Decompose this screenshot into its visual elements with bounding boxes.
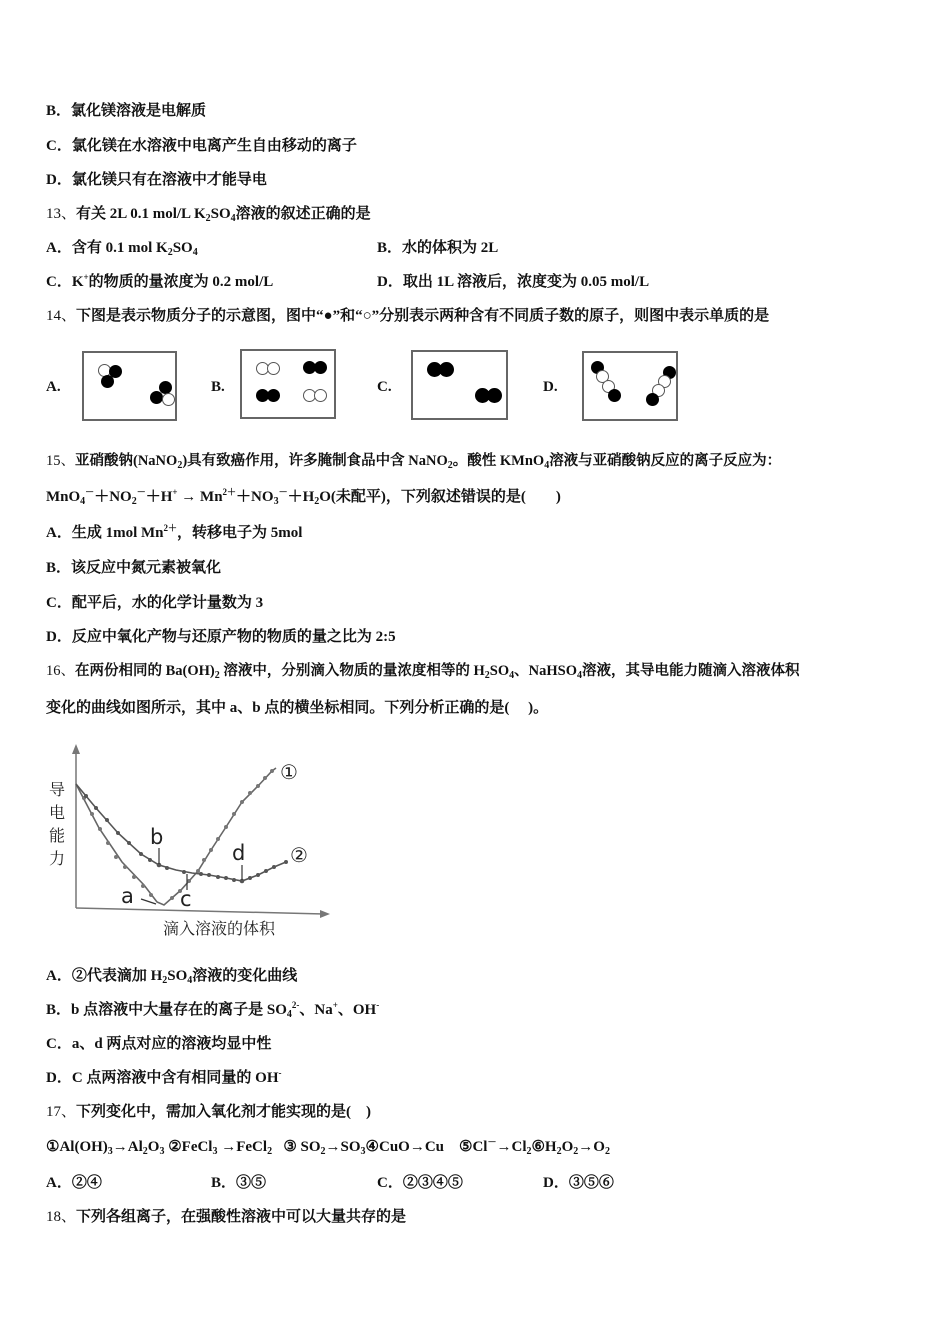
reaction-text: ⑥H bbox=[531, 1139, 557, 1155]
q15-option-b bbox=[46, 558, 221, 578]
subscript: 2 bbox=[526, 1146, 532, 1157]
y-axis-label-char: 导 bbox=[49, 780, 66, 799]
q17-option-b bbox=[211, 1173, 266, 1193]
subscript: 4 bbox=[576, 670, 582, 681]
superscript: - bbox=[278, 1068, 282, 1078]
superscript: － bbox=[136, 487, 146, 497]
subscript: 3 bbox=[360, 1146, 366, 1157]
q15-stem-line1 bbox=[46, 451, 781, 471]
stem-text: 溶液的叙述正确的是 bbox=[235, 206, 371, 222]
reaction-text: O bbox=[147, 1139, 160, 1155]
equation-text: → Mn bbox=[177, 489, 223, 505]
y-axis-label-char: 能 bbox=[49, 826, 66, 845]
option-label: D． bbox=[377, 274, 403, 290]
question-number: 15、 bbox=[46, 453, 75, 469]
q14-option-c-label: C. bbox=[377, 379, 392, 395]
conductivity-chart bbox=[46, 740, 336, 945]
black-atom-icon bbox=[439, 362, 454, 377]
molecule-diagram-c bbox=[411, 350, 508, 420]
q13-option-b bbox=[377, 238, 498, 258]
option-text: ②④ bbox=[71, 1175, 102, 1191]
subscript: 2 bbox=[604, 1146, 610, 1157]
molecule-diagram-a bbox=[82, 351, 177, 421]
subscript: 2 bbox=[205, 213, 211, 224]
subscript: 2 bbox=[177, 460, 183, 471]
stem-text: )具有致癌作用，许多腌制食品中含 NaNO bbox=[182, 453, 448, 469]
subscript: 2 bbox=[162, 975, 168, 986]
white-atom-icon bbox=[267, 362, 280, 375]
x-axis-label: 滴入溶液的体积 bbox=[163, 919, 276, 938]
reaction-text: O bbox=[561, 1139, 574, 1155]
black-atom-icon bbox=[487, 388, 502, 403]
option-label: A． bbox=[46, 240, 72, 256]
q14-stem bbox=[46, 306, 769, 326]
q15-option-d bbox=[46, 627, 396, 647]
reaction-6 bbox=[531, 1139, 609, 1155]
superscript: 2＋ bbox=[222, 487, 237, 497]
q12-option-b bbox=[46, 101, 206, 121]
option-label: C． bbox=[46, 274, 72, 290]
subscript: 3 bbox=[212, 1146, 218, 1157]
option-text: SO bbox=[172, 240, 193, 256]
equation-text: MnO bbox=[46, 489, 81, 505]
x-axis bbox=[76, 908, 324, 914]
option-text: a、d 两点对应的溶液均显中性 bbox=[71, 1036, 272, 1052]
molecule-diagram-b bbox=[240, 349, 336, 419]
stem-text: 下列变化中，需加入氧化剂才能实现的是( ) bbox=[76, 1104, 372, 1120]
black-atom-icon bbox=[150, 391, 163, 404]
subscript: 4 bbox=[192, 247, 198, 258]
q16-option-c bbox=[46, 1034, 271, 1054]
q13-stem bbox=[46, 204, 371, 224]
subscript: 4 bbox=[286, 1009, 292, 1020]
option-label: D． bbox=[46, 172, 72, 188]
equation-text: ＋H bbox=[287, 489, 315, 505]
subscript: 2 bbox=[267, 1146, 273, 1157]
subscript: 3 bbox=[273, 496, 279, 507]
q16-stem-line2: 变化的曲线如图所示，其中 a、b 点的横坐标相同。下列分析正确的是( )。 bbox=[46, 700, 549, 716]
option-label: B． bbox=[377, 240, 403, 256]
subscript: 2 bbox=[131, 496, 137, 507]
superscript: － bbox=[487, 1137, 497, 1147]
reaction-text: →FeCl bbox=[217, 1139, 268, 1155]
option-text: 氯化镁只有在溶液中才能导电 bbox=[71, 172, 267, 188]
q17-option-a bbox=[46, 1173, 102, 1193]
option-text: ③⑤⑥ bbox=[568, 1175, 614, 1191]
question-number: 16、 bbox=[46, 663, 75, 679]
equation-text: ＋H bbox=[145, 489, 173, 505]
option-text: 、Na bbox=[299, 1002, 333, 1018]
y-axis-arrow-icon bbox=[72, 744, 80, 754]
black-atom-icon bbox=[267, 389, 280, 402]
option-text: 取出 1L 溶液后，浓度变为 0.05 mol/L bbox=[402, 274, 650, 290]
option-label: D． bbox=[46, 1070, 72, 1086]
option-text: b 点溶液中大量存在的离子是 SO bbox=[71, 1002, 287, 1018]
black-atom-icon bbox=[646, 393, 659, 406]
superscript: 2- bbox=[291, 1000, 300, 1010]
option-text: 该反应中氮元素被氧化 bbox=[71, 560, 222, 576]
curve-2 bbox=[76, 784, 286, 881]
option-label: B． bbox=[211, 1175, 237, 1191]
white-atom-icon bbox=[162, 393, 175, 406]
q13-option-a bbox=[46, 238, 198, 258]
q17-stem bbox=[46, 1102, 371, 1122]
option-text: 、OH bbox=[337, 1002, 377, 1018]
stem-text: 下列各组离子，在强酸性溶液中可以大量共存的是 bbox=[76, 1209, 407, 1225]
q15-option-a bbox=[46, 523, 302, 543]
reaction-text: →Cl bbox=[496, 1139, 527, 1155]
subscript: 4 bbox=[509, 670, 515, 681]
black-atom-icon bbox=[101, 375, 114, 388]
q16-option-d bbox=[46, 1068, 282, 1088]
white-atom-icon bbox=[314, 389, 327, 402]
equation-text: O(未配平)，下列叙述错误的是( ) bbox=[319, 489, 561, 505]
superscript: 2＋ bbox=[163, 523, 178, 533]
reaction-text: ①Al(OH) bbox=[46, 1139, 108, 1155]
subscript: 2 bbox=[320, 1146, 326, 1157]
option-label: C． bbox=[377, 1175, 403, 1191]
y-axis-label-char: 电 bbox=[49, 803, 66, 822]
reaction-1 bbox=[46, 1139, 164, 1155]
point-a-leader bbox=[141, 899, 156, 904]
q13-option-d bbox=[377, 272, 649, 292]
question-number: 14、 bbox=[46, 308, 77, 324]
q14-option-b-label: B. bbox=[211, 379, 225, 395]
subscript: 2 bbox=[556, 1146, 562, 1157]
curve-1 bbox=[76, 768, 276, 905]
black-atom-icon bbox=[314, 361, 327, 374]
subscript: 2 bbox=[142, 1146, 148, 1157]
molecule-diagram-d bbox=[582, 351, 678, 421]
curve-2-markers bbox=[84, 794, 288, 883]
option-text: C 点两溶液中含有相同量的 OH bbox=[71, 1070, 279, 1086]
reaction-text: →Al bbox=[112, 1139, 143, 1155]
superscript: － bbox=[85, 487, 95, 497]
option-text: 反应中氧化产物与还原产物的物质的量之比为 2:5 bbox=[71, 629, 396, 645]
stem-text: 溶液中，分别滴入物质的量浓度相等的 H bbox=[219, 663, 485, 679]
q17-option-d bbox=[543, 1173, 614, 1193]
q15-equation bbox=[46, 487, 561, 507]
option-text: ②代表滴加 H bbox=[71, 968, 163, 984]
stem-text: 下图是表示物质分子的示意图，图中“●”和“○”分别表示两种含有不同质子数的原子，则图中表示单质的是 bbox=[76, 308, 770, 324]
option-text: 氯化镁溶液是电解质 bbox=[71, 103, 207, 119]
question-number: 18、 bbox=[46, 1209, 77, 1225]
subscript: 2 bbox=[447, 460, 453, 471]
option-text: 氯化镁在水溶液中电离产生自由移动的离子 bbox=[71, 138, 357, 154]
option-label: B． bbox=[46, 103, 72, 119]
stem-text: 溶液与亚硝酸钠反应的离子反应为： bbox=[549, 453, 782, 469]
superscript: － bbox=[278, 487, 288, 497]
stem-text: SO bbox=[210, 206, 231, 222]
point-d-label: d bbox=[232, 841, 246, 865]
y-axis-label-char: 力 bbox=[49, 849, 66, 868]
stem-text: 、NaHSO bbox=[514, 663, 577, 679]
option-label: C． bbox=[46, 595, 72, 611]
question-number: 17、 bbox=[46, 1104, 77, 1120]
superscript: + bbox=[83, 272, 89, 282]
q14-option-d-label: D. bbox=[543, 379, 558, 395]
reaction-4: ④CuO→Cu bbox=[365, 1139, 445, 1155]
reaction-text: →O bbox=[578, 1139, 605, 1155]
option-label: D． bbox=[543, 1175, 569, 1191]
option-text: ③⑤ bbox=[236, 1175, 267, 1191]
superscript: - bbox=[376, 1000, 380, 1010]
subscript: 4 bbox=[230, 213, 236, 224]
black-atom-icon bbox=[608, 389, 621, 402]
subscript: 2 bbox=[214, 670, 220, 681]
option-label: B． bbox=[46, 560, 72, 576]
point-b-label: b bbox=[150, 825, 164, 849]
option-text: ，转移电子为 5mol bbox=[177, 525, 303, 541]
x-axis-arrow-icon bbox=[320, 910, 330, 918]
subscript: 2 bbox=[314, 496, 320, 507]
q16-option-b bbox=[46, 1000, 379, 1020]
q12-option-c bbox=[46, 136, 357, 156]
q18-stem bbox=[46, 1207, 406, 1227]
reaction-text: ⑤Cl bbox=[459, 1139, 488, 1155]
point-a-label: a bbox=[121, 884, 134, 908]
reaction-text: ②FeCl bbox=[168, 1139, 213, 1155]
q17-reactions bbox=[46, 1137, 610, 1157]
reaction-5 bbox=[459, 1139, 531, 1155]
stem-text: 。酸性 KMnO bbox=[452, 453, 545, 469]
q15-option-c bbox=[46, 593, 263, 613]
option-text: 水的体积为 2L bbox=[402, 240, 499, 256]
option-label: C． bbox=[46, 138, 72, 154]
reaction-text: ③ SO bbox=[283, 1139, 321, 1155]
q16-stem-line1 bbox=[46, 661, 799, 681]
question-number: 13、 bbox=[46, 206, 77, 222]
option-text: 含有 0.1 mol K bbox=[71, 240, 168, 256]
subscript: 2 bbox=[484, 670, 490, 681]
reaction-text: →SO bbox=[325, 1139, 361, 1155]
point-c-label: c bbox=[180, 887, 192, 911]
option-text: 配平后，水的化学计量数为 3 bbox=[71, 595, 264, 611]
subscript: 4 bbox=[544, 460, 550, 471]
option-label: C． bbox=[46, 1036, 72, 1052]
option-label: B． bbox=[46, 1002, 72, 1018]
subscript: 3 bbox=[159, 1146, 165, 1157]
option-text: ②③④⑤ bbox=[402, 1175, 463, 1191]
subscript: 2 bbox=[167, 247, 173, 258]
option-text: SO bbox=[167, 968, 188, 984]
q13-option-c bbox=[46, 272, 273, 292]
subscript: 4 bbox=[187, 975, 193, 986]
superscript: + bbox=[172, 487, 178, 497]
stem-text: 亚硝酸钠(NaNO bbox=[75, 453, 178, 469]
q14-option-a-label: A. bbox=[46, 379, 61, 395]
equation-text: ＋NO bbox=[94, 489, 132, 505]
reaction-3 bbox=[283, 1139, 365, 1155]
q12-option-d bbox=[46, 170, 267, 190]
option-text: 溶液的变化曲线 bbox=[192, 968, 298, 984]
option-text: 生成 1mol Mn bbox=[71, 525, 164, 541]
stem-text: SO bbox=[489, 663, 510, 679]
option-label: D． bbox=[46, 629, 72, 645]
q16-option-a bbox=[46, 966, 297, 986]
option-label: A． bbox=[46, 525, 72, 541]
option-label: A． bbox=[46, 1175, 72, 1191]
stem-text: 溶液，其导电能力随滴入溶液体积 bbox=[581, 663, 800, 679]
option-text: K bbox=[71, 274, 84, 290]
stem-text: 在两份相同的 Ba(OH) bbox=[75, 663, 215, 679]
subscript: 2 bbox=[573, 1146, 579, 1157]
equation-text: ＋NO bbox=[236, 489, 274, 505]
stem-text: 有关 2L 0.1 mol/L K bbox=[76, 206, 206, 222]
option-label: A． bbox=[46, 968, 72, 984]
q17-option-c bbox=[377, 1173, 463, 1193]
reaction-2 bbox=[168, 1139, 272, 1155]
subscript: 4 bbox=[80, 496, 86, 507]
curve-2-label: ② bbox=[290, 843, 308, 867]
subscript: 3 bbox=[107, 1146, 113, 1157]
option-text: 的物质的量浓度为 0.2 mol/L bbox=[88, 274, 274, 290]
superscript: + bbox=[332, 1000, 338, 1010]
curve-1-label: ① bbox=[280, 760, 298, 784]
